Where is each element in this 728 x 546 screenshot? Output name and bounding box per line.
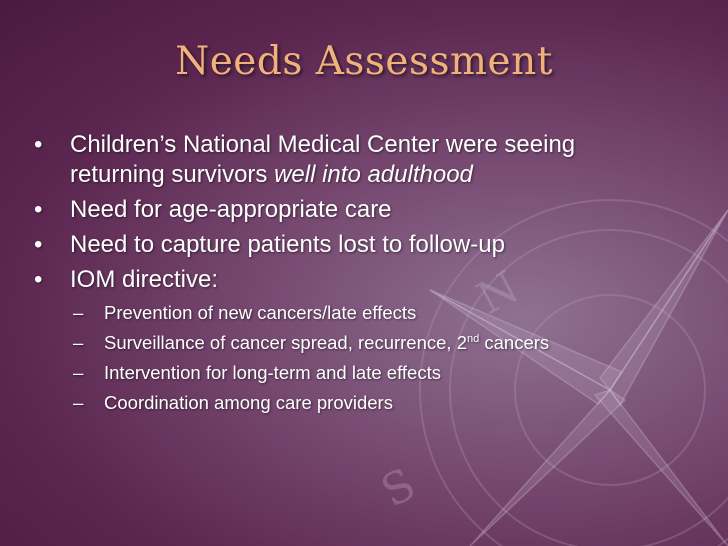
dash-icon: – (73, 392, 84, 413)
bullet-text: Need for age-appropriate care (70, 196, 392, 223)
bullet-text: Children’s National Medical Center were seeing (70, 131, 576, 158)
compass-letter-s: S (373, 458, 424, 518)
sub-bullet-item (30, 360, 690, 385)
bullet-dot-icon: • (34, 266, 43, 293)
bullet-item (30, 195, 690, 225)
bullet-dot-icon: • (34, 196, 43, 223)
bullet-dot-icon: • (34, 231, 43, 258)
sub-bullet-text: Coordination among care providers (104, 392, 393, 413)
slide-title: Needs Assessment (175, 39, 553, 84)
sub-bullet-text-end: cancers (479, 332, 550, 353)
sub-bullet-list (30, 300, 690, 415)
sub-bullet-item (30, 300, 690, 325)
bullet-item (30, 130, 690, 190)
compass-letter-n: N (469, 261, 528, 325)
bullet-text-continued (70, 160, 690, 190)
dash-icon: – (73, 332, 84, 353)
dash-icon: – (73, 302, 84, 323)
sub-bullet-text: Intervention for long-term and late effects (104, 362, 441, 383)
bullet-item (30, 265, 690, 295)
sub-bullet-item (30, 390, 690, 415)
sub-bullet-item (30, 330, 690, 355)
dash-icon: – (73, 362, 84, 383)
bullet-list (30, 130, 690, 420)
bullet-text: Need to capture patients lost to follow-up (70, 231, 505, 258)
superscript: nd (467, 333, 480, 345)
bullet-dot-icon: • (34, 131, 43, 158)
bullet-text: IOM directive: (70, 266, 219, 293)
bullet-text-italic: well into adulthood (274, 161, 473, 188)
sub-bullet-text: Surveillance of cancer spread, recurrence, 2 (104, 332, 467, 353)
sub-bullet-text: Prevention of new cancers/late effects (104, 302, 417, 323)
bullet-item (30, 230, 690, 260)
bullet-text-plain: returning survivors (70, 161, 275, 188)
